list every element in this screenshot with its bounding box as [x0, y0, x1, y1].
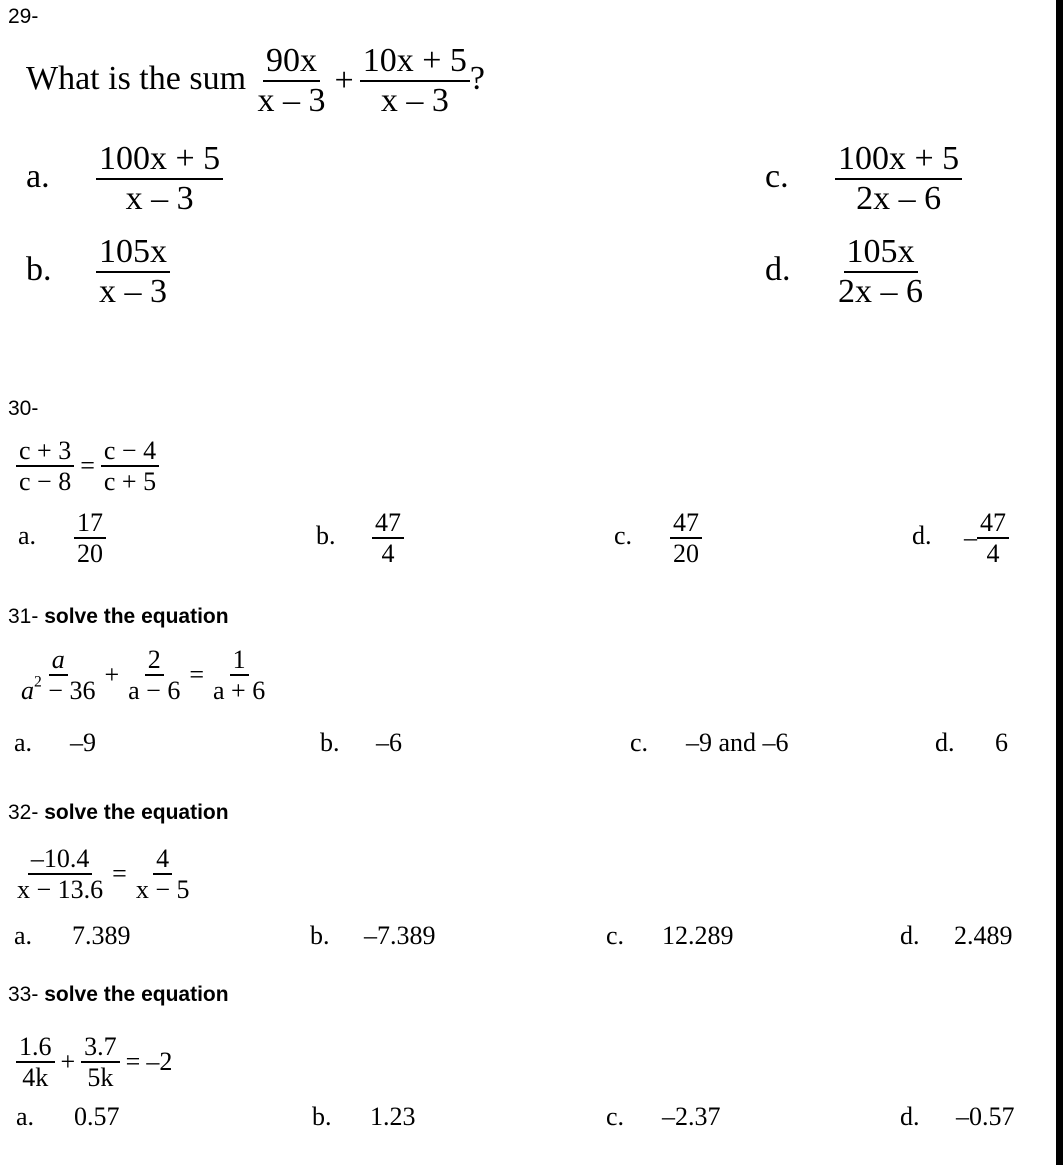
question-31-label: solve the equation [44, 605, 229, 628]
negative-sign: – [964, 523, 977, 553]
question-32-option-a[interactable] [14, 921, 131, 951]
right-hand-side: –2 [146, 1047, 173, 1077]
option-value: 6 [995, 728, 1008, 757]
option-letter: c. [606, 921, 625, 950]
question-29-option-b[interactable] [26, 233, 170, 311]
equals-sign: = [189, 660, 205, 690]
option-fraction [977, 508, 1009, 568]
denominator: 2x – 6 [856, 180, 942, 218]
option-fraction [96, 140, 223, 218]
option-letter: d. [935, 728, 955, 757]
plus-sign: + [104, 660, 120, 690]
denominator [18, 673, 98, 706]
numerator: 4 [153, 844, 172, 875]
question-32-equation [14, 844, 193, 904]
equals-sign: = [80, 451, 95, 481]
numerator: –10.4 [28, 844, 93, 875]
option-value: –9 [70, 728, 96, 757]
numerator: 47 [977, 508, 1009, 539]
option-letter: c. [765, 157, 789, 195]
option-letter: a. [14, 728, 33, 757]
question-32-option-b[interactable] [310, 921, 436, 951]
question-33-option-b[interactable] [312, 1102, 416, 1132]
question-31-header [8, 605, 229, 629]
question-31-option-a[interactable] [14, 728, 96, 758]
option-value: –2.37 [662, 1102, 721, 1131]
equation-right-fraction [133, 844, 193, 904]
denominator: 4 [986, 539, 1000, 569]
equation-left-fraction [14, 844, 106, 904]
option-fraction [372, 508, 404, 568]
option-letter: b. [26, 250, 52, 288]
equals-sign: = [125, 1047, 141, 1077]
equation-fraction-2 [125, 645, 183, 705]
question-31-equation [18, 645, 268, 705]
equation-fraction-3 [210, 645, 268, 705]
numerator: 1.6 [16, 1032, 55, 1063]
option-letter: d. [900, 1102, 920, 1131]
question-32-option-c[interactable] [606, 921, 734, 951]
variable: a [21, 676, 34, 706]
numerator: 90x [263, 42, 320, 82]
numerator: 100x + 5 [96, 140, 223, 180]
denominator: 4k [22, 1063, 49, 1093]
option-fraction [74, 508, 106, 568]
option-letter: b. [312, 1102, 332, 1131]
numerator: c − 4 [101, 436, 159, 467]
question-30-option-b[interactable] [316, 508, 404, 568]
numerator: 2 [145, 645, 164, 676]
equation-left-fraction [16, 436, 74, 496]
question-33-option-d[interactable] [900, 1102, 1015, 1132]
question-32-number: 32- [8, 801, 39, 824]
question-29-fraction-2 [360, 42, 470, 120]
denominator: 20 [77, 539, 103, 569]
denominator: x – 3 [99, 273, 167, 311]
numerator: 3.7 [81, 1032, 120, 1063]
option-value: 12.289 [662, 921, 734, 950]
question-30-equation [16, 436, 159, 496]
question-29-fraction-1 [255, 42, 329, 120]
question-33-header [8, 983, 229, 1007]
plus-sign: + [334, 62, 354, 100]
denominator: c − 8 [19, 467, 72, 497]
exponent: 2 [34, 673, 42, 691]
question-30-number: 30- [8, 397, 39, 420]
denominator: x − 13.6 [17, 875, 104, 905]
question-33-label: solve the equation [44, 983, 229, 1006]
question-29-number: 29- [8, 5, 39, 28]
option-value: 2.489 [954, 921, 1013, 950]
equation-fraction-1 [16, 1032, 55, 1092]
denominator: a + 6 [213, 676, 266, 706]
option-letter: d. [900, 921, 920, 950]
question-31-option-b[interactable] [320, 728, 402, 758]
numerator: 105x [96, 233, 170, 273]
option-value: –0.57 [956, 1102, 1015, 1131]
option-fraction [670, 508, 702, 568]
numerator: 47 [670, 508, 702, 539]
question-32-header [8, 801, 229, 825]
option-letter: c. [614, 521, 633, 551]
question-29-prompt-text: What is the sum [26, 59, 247, 97]
option-letter: a. [18, 521, 37, 551]
question-29-option-c[interactable] [765, 140, 962, 218]
denominator: x − 5 [135, 875, 190, 905]
question-30-option-c[interactable] [614, 508, 702, 568]
numerator: 100x + 5 [835, 140, 962, 180]
option-letter: a. [26, 157, 50, 195]
question-mark: ? [469, 59, 485, 97]
equation-fraction-1 [18, 645, 98, 705]
question-33-equation [16, 1032, 172, 1092]
numerator: 17 [74, 508, 106, 539]
option-value: 0.57 [74, 1102, 120, 1131]
numerator: 105x [844, 233, 918, 273]
option-letter: d. [765, 250, 791, 288]
question-30-option-d[interactable] [912, 508, 1009, 568]
option-letter: d. [912, 521, 932, 551]
equation-right-fraction [101, 436, 159, 496]
denominator: x – 3 [257, 82, 326, 120]
question-31-number: 31- [8, 605, 39, 628]
question-30-option-a[interactable] [18, 508, 106, 568]
numerator: c + 3 [16, 436, 74, 467]
question-33-option-c[interactable] [606, 1102, 721, 1132]
option-fraction [96, 233, 170, 311]
option-fraction [835, 140, 962, 218]
option-value: 1.23 [370, 1102, 416, 1131]
option-letter: a. [14, 921, 33, 950]
question-29-option-d[interactable] [765, 233, 926, 311]
numerator: 47 [372, 508, 404, 539]
option-value: 7.389 [72, 921, 131, 950]
option-letter: a. [16, 1102, 35, 1131]
question-33-number: 33- [8, 983, 39, 1006]
question-29-option-a[interactable] [26, 140, 223, 218]
question-31-option-c[interactable] [630, 728, 789, 758]
denominator: 2x – 6 [838, 273, 923, 311]
denominator: c + 5 [103, 467, 157, 497]
numerator: a [49, 645, 68, 676]
question-29-prompt [26, 42, 485, 120]
option-value: –6 [376, 728, 402, 757]
denominator: 4 [381, 539, 395, 569]
question-32-option-d[interactable] [900, 921, 1013, 951]
denominator-rest: − 36 [41, 676, 96, 706]
option-letter: b. [310, 921, 330, 950]
right-border-rule [1056, 0, 1063, 1165]
denominator: a − 6 [128, 676, 181, 706]
denominator: x – 3 [380, 82, 449, 120]
question-33-option-a[interactable] [16, 1102, 120, 1132]
option-letter: c. [606, 1102, 625, 1131]
question-32-label: solve the equation [44, 801, 229, 824]
option-letter: c. [630, 728, 649, 757]
question-31-option-d[interactable] [935, 728, 1008, 758]
option-letter: b. [316, 521, 336, 551]
numerator: 10x + 5 [360, 42, 470, 82]
denominator: 5k [87, 1063, 114, 1093]
option-value: –9 and –6 [686, 728, 789, 757]
option-letter: b. [320, 728, 340, 757]
equals-sign: = [112, 859, 127, 889]
numerator: 1 [230, 645, 249, 676]
option-value: –7.389 [364, 921, 436, 950]
plus-sign: + [60, 1047, 76, 1077]
denominator: 20 [673, 539, 699, 569]
denominator: x – 3 [125, 180, 194, 218]
option-fraction [835, 233, 926, 311]
equation-fraction-2 [81, 1032, 120, 1092]
